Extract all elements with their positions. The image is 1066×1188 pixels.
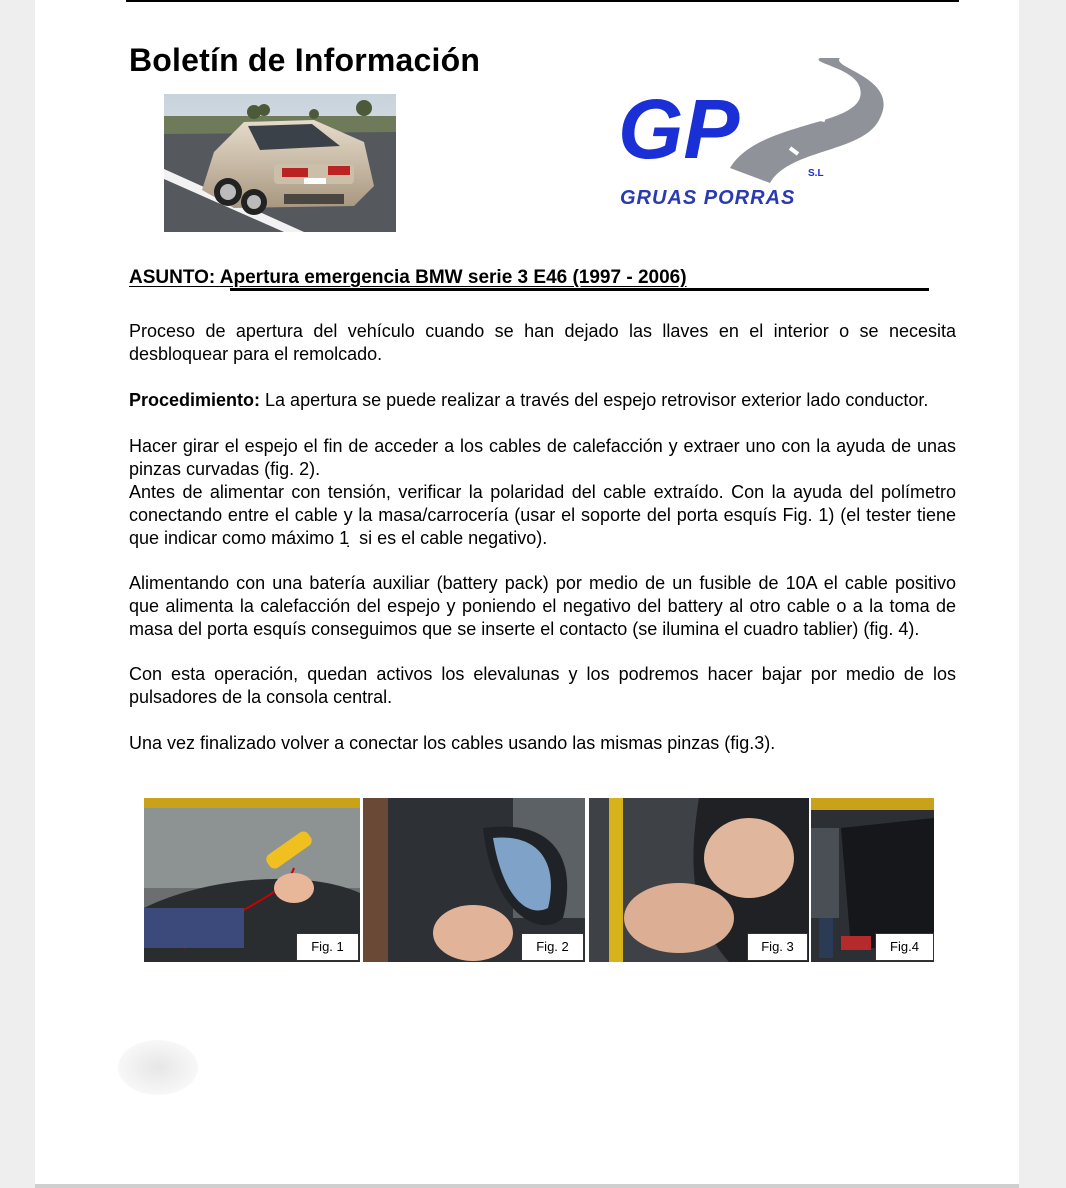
logo-company-name: GRUAS PORRAS (620, 187, 796, 209)
step-1-paragraph: Hacer girar el espejo el fin de acceder a los cables de calefacción y extraer uno con la ayuda de unas pinzas curvadas (fig. 2). (129, 436, 956, 479)
figure-1-photo (144, 798, 360, 962)
figure-1-label: Fig. 1 (296, 933, 359, 961)
procedure-paragraph (129, 389, 956, 412)
scan-smudge (118, 1040, 198, 1095)
subject-heading: ASUNTO: Apertura emergencia BMW serie 3 E46 (1997 - 2006) (129, 267, 687, 288)
figure-2-photo (363, 798, 585, 962)
step-3-paragraph: Alimentando con una batería auxiliar (battery pack) por medio de un fusible de 10A el cable positivo que alimenta la calefacción del espejo y poniendo el negativo del battery al otro cable o a la toma de masa del porta esquís conseguimos que se inserte el contacto (se ilumina el cuadro tablier) (fig. 4). (129, 573, 956, 639)
figure-4-photo (811, 798, 934, 962)
gruas-porras-logo (610, 58, 940, 218)
procedure-text: La apertura se puede realizar a través del espejo retrovisor exterior lado conductor. (260, 390, 929, 410)
page-bottom-edge (35, 1184, 1019, 1188)
intro-paragraph: Proceso de apertura del vehículo cuando se han dejado las llaves en el interior o se necesita desbloquear para el remolcado. (129, 321, 956, 364)
figure-4-label: Fig.4 (875, 933, 934, 961)
procedure-label: Procedimiento: (129, 390, 261, 410)
figure-3-label: Fig. 3 (747, 933, 808, 961)
step-2-paragraph: Antes de alimentar con tensión, verificar la polaridad del cable extraído. Con la ayuda del polímetro conectando entre el cable y la masa/carrocería (usar el soporte del porta esquís Fig. 1) (el tester tiene que indicar como máximo 1 ̣ si es el cable negativo). (129, 482, 956, 548)
figure-2-label: Fig. 2 (521, 933, 584, 961)
logo-initials: GP (618, 82, 740, 176)
final-paragraph: Una vez finalizado volver a conectar los cables usando las mismas pinzas (fig.3). (129, 733, 776, 753)
top-rule (126, 0, 959, 2)
figure-3-photo (589, 798, 809, 962)
step-4-paragraph: Con esta operación, quedan activos los elevalunas y los podremos hacer bajar por medio de los pulsadores de la consola central. (129, 664, 956, 707)
subject-rule (230, 288, 929, 291)
document-title: Boletín de Información (129, 42, 481, 78)
logo-suffix: S.L (808, 168, 824, 179)
bmw-car-photo (164, 94, 396, 232)
